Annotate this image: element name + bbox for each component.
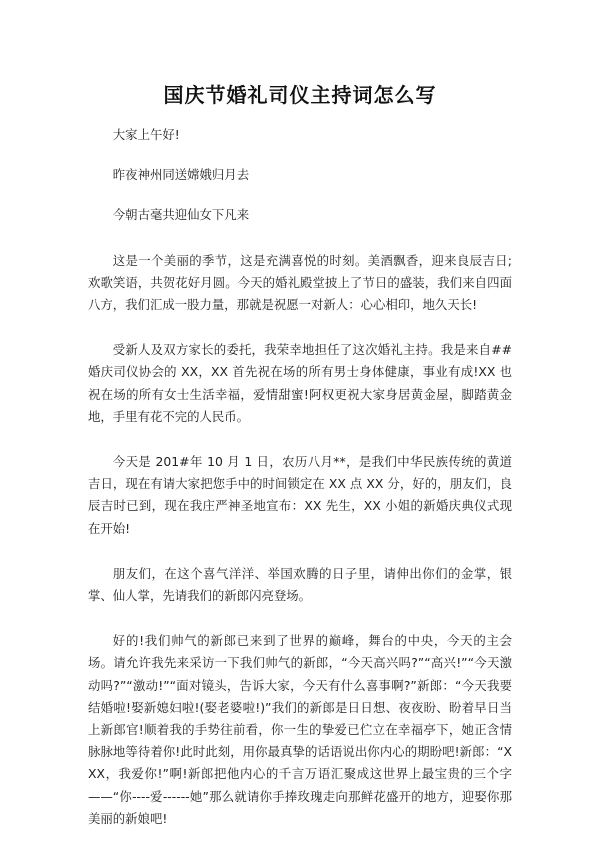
paragraph-couplet-second: 今朝古毫共迎仙女下凡来 bbox=[112, 207, 250, 223]
paragraph-groom-interview: 好的!我们帅气的新郎已来到了世界的巅峰，舞台的中央，今天的主会场。请允许我先来采访一下我们帅气的新郎，“今天高兴吗?”“高兴!”“今天激动吗?”“激动!”“面对镜头，告诉大家，今天有什么喜事啊?”新郎：“今天我要结婚啦!娶新媳妇啦!(娶老婆啦!)”我们的新郎是日日想、夜夜盼、盼着早日当上新郎官!顺着我的手势往前看，你一生的挚爱已伫立在幸福亭下，她正含情脉脉地等待着你!此时此刻，用你最真挚的话语说出你内心的期盼吧!新郎：“XXX，我爱你!”啊!新郎把他内心的千言万语汇聚成这世界上最宝贵的三个字——“你----爱------她”那么就请你手捧玫瑰走向那鲜花盛开的地方，迎娶你那美丽的新娘吧! bbox=[88, 633, 512, 826]
paragraph-host-intro: 受新人及双方家长的委托，我荣幸地担任了这次婚礼主持。我是来自##婚庆司仪协会的 XX，XX 首先祝在场的所有男士身体健康，事业有成!XX 也祝在场的所有女士生活幸福，爱情甜蜜!阿权更祝大家身居黄金屋，脚踏黄金地，手里有花不完的人民币。 bbox=[88, 342, 512, 424]
paragraph-groom-entrance: 朋友们，在这个喜气洋洋、举国欢腾的日子里，请伸出你们的金掌，银掌、仙人掌，先请我们的新郎闪亮登场。 bbox=[88, 565, 512, 604]
paragraph-couplet-first: 昨夜神州同送嫦娥归月去 bbox=[112, 167, 250, 183]
document-title: 国庆节婚礼司仪主持词怎么写 bbox=[163, 83, 437, 107]
paragraph-greeting: 大家上午好! bbox=[112, 127, 180, 142]
paragraph-season-intro: 这是一个美丽的季节，这是充满喜悦的时刻。美酒飘香，迎来良辰吉日;欢歌笑语，共贺花好月圆。今天的婚礼殿堂披上了节日的盛装，我们来自四面八方，我们汇成一股力量，那就是祝愿一对新人：心心相印，地久天长! bbox=[88, 252, 512, 313]
paragraph-ceremony-start: 今天是 201#年 10 月 1 日，农历八月**，是我们中华民族传统的黄道吉日，现在有请大家把您手中的时间锁定在 XX 点 XX 分，好的，朋友们，良辰吉时已到，现在我庄严神圣地宣布：XX 先生，XX 小姐的新婚庆典仪式现在开始! bbox=[88, 454, 512, 536]
